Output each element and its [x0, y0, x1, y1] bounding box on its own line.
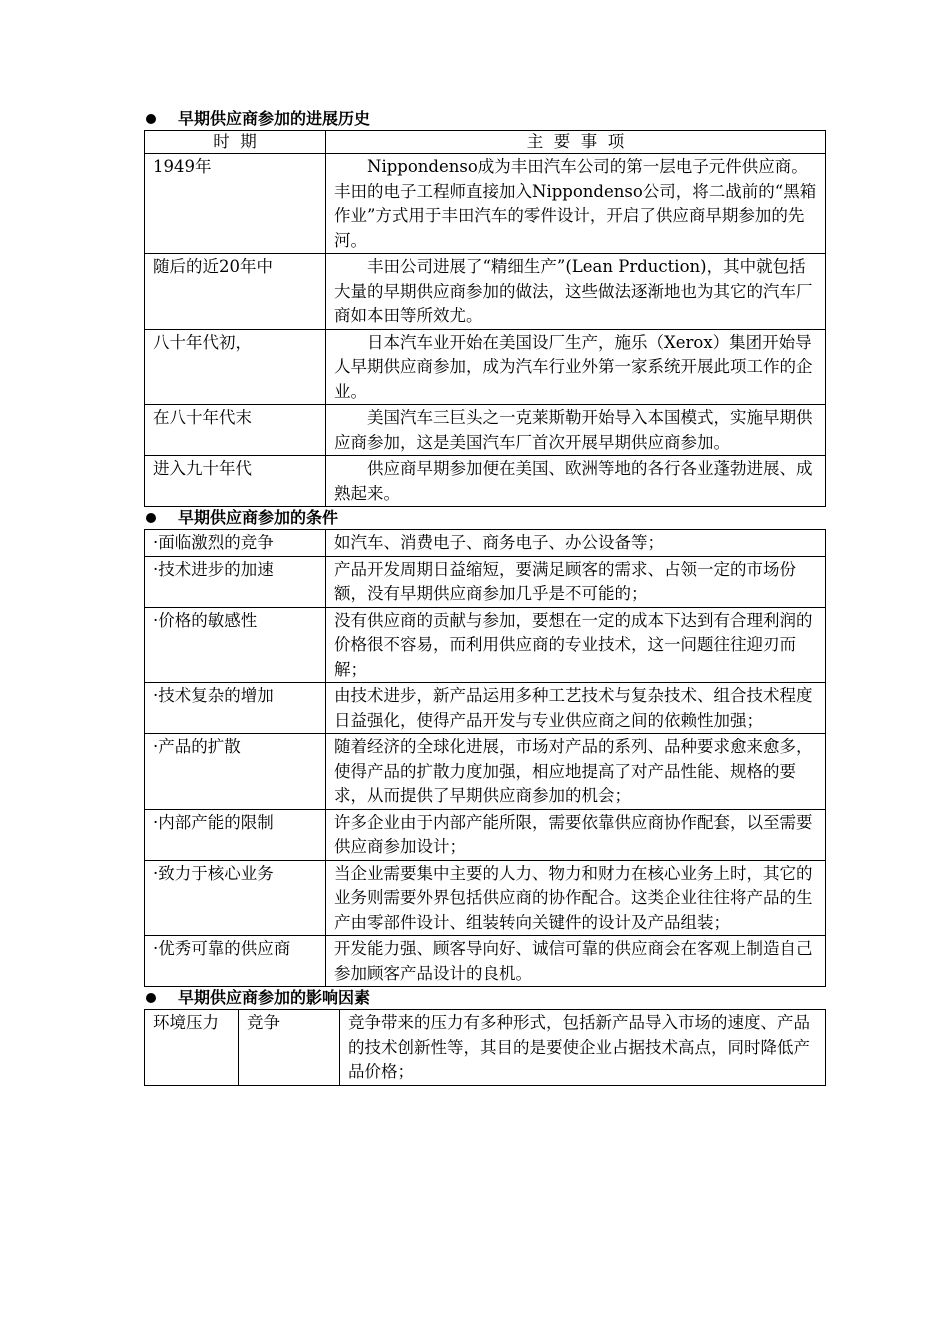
- condition-desc-cell: 如汽车、消费电子、商务电子、办公设备等；: [326, 530, 826, 557]
- table-row: [145, 734, 826, 810]
- table-header-row: [145, 131, 826, 154]
- condition-cell: ·内部产能的限制: [145, 809, 326, 860]
- history-table: [144, 130, 826, 507]
- condition-cell: ·优秀可靠的供应商: [145, 936, 326, 987]
- period-cell: 八十年代初，: [145, 329, 326, 405]
- condition-cell: ·技术进步的加速: [145, 556, 326, 607]
- condition-desc-cell: 许多企业由于内部产能所限，需要依靠供应商协作配套，以至需要供应商参加设计；: [326, 809, 826, 860]
- factor-name-cell: 竞争: [239, 1010, 340, 1086]
- condition-cell: ·价格的敏感性: [145, 607, 326, 683]
- conditions-table: [144, 529, 826, 987]
- condition-desc-cell: 开发能力强、顾客导向好、诚信可靠的供应商会在客观上制造自己参加顾客产品设计的良机。: [326, 936, 826, 987]
- table-row: [145, 254, 826, 330]
- period-cell: 随后的近20年中: [145, 254, 326, 330]
- table-row: [145, 1010, 826, 1086]
- factors-table: [144, 1009, 826, 1086]
- table-row: [145, 860, 826, 936]
- table-row: [145, 936, 826, 987]
- table-row: [145, 456, 826, 507]
- condition-cell: ·致力于核心业务: [145, 860, 326, 936]
- period-cell: 进入九十年代: [145, 456, 326, 507]
- bullet-icon: [146, 993, 156, 1003]
- factor-category-cell: 环境压力: [145, 1010, 239, 1086]
- bullet-icon: [146, 513, 156, 523]
- section-heading-factors: [144, 987, 825, 1009]
- table-row: [145, 607, 826, 683]
- condition-desc-cell: 由技术进步，新产品运用多种工艺技术与复杂技术、组合技术程度日益强化，使得产品开发与专业供应商之间的依赖性加强；: [326, 683, 826, 734]
- event-cell: 美国汽车三巨头之一克莱斯勒开始导入本国模式，实施早期供应商参加，这是美国汽车厂首次开展早期供应商参加。: [326, 405, 826, 456]
- period-cell: 1949年: [145, 154, 326, 254]
- column-header-events: 主 要 事 项: [326, 131, 826, 154]
- condition-cell: ·面临激烈的竞争: [145, 530, 326, 557]
- section-title: 早期供应商参加的进展历史: [178, 109, 371, 128]
- event-cell: 日本汽车业开始在美国设厂生产，施乐（Xerox）集团开始导人早期供应商参加，成为汽车行业外第一家系统开展此项工作的企业。: [326, 329, 826, 405]
- bullet-icon: [146, 114, 156, 124]
- event-cell: 丰田公司进展了“精细生产”(Lean Prduction)，其中就包括大量的早期供应商参加的做法，这些做法逐渐地也为其它的汽车厂商如本田等所效尤。: [326, 254, 826, 330]
- table-row: [145, 683, 826, 734]
- document-page: [144, 108, 825, 1086]
- period-cell: 在八十年代末: [145, 405, 326, 456]
- table-row: [145, 329, 826, 405]
- table-row: [145, 405, 826, 456]
- section-heading-conditions: [144, 507, 825, 529]
- table-row: [145, 154, 826, 254]
- table-row: [145, 530, 826, 557]
- column-header-period: 时 期: [145, 131, 326, 154]
- condition-desc-cell: 没有供应商的贡献与参加，要想在一定的成本下达到有合理利润的价格很不容易，而利用供应商的专业技术，这一问题往往迎刃而解；: [326, 607, 826, 683]
- condition-desc-cell: 产品开发周期日益缩短，要满足顾客的需求、占领一定的市场份额，没有早期供应商参加几乎是不可能的；: [326, 556, 826, 607]
- section-title: 早期供应商参加的影响因素: [178, 988, 371, 1007]
- event-cell: Nippondenso成为丰田汽车公司的第一层电子元件供应商。丰田的电子工程师直接加入Nippondenso公司，将二战前的“黑箱作业”方式用于丰田汽车的零件设计，开启了供应商早期参加的先河。: [326, 154, 826, 254]
- factor-desc-cell: 竞争带来的压力有多种形式，包括新产品导入市场的速度、产品的技术创新性等，其目的是要使企业占据技术高点，同时降低产品价格；: [340, 1010, 826, 1086]
- table-row: [145, 556, 826, 607]
- section-heading-history: [144, 108, 825, 130]
- event-cell: 供应商早期参加便在美国、欧洲等地的各行各业蓬勃进展、成熟起来。: [326, 456, 826, 507]
- condition-desc-cell: 当企业需要集中主要的人力、物力和财力在核心业务上时，其它的业务则需要外界包括供应商的协作配合。这类企业往往将产品的生产由零部件设计、组装转向关键件的设计及产品组装；: [326, 860, 826, 936]
- condition-cell: ·技术复杂的增加: [145, 683, 326, 734]
- condition-cell: ·产品的扩散: [145, 734, 326, 810]
- condition-desc-cell: 随着经济的全球化进展，市场对产品的系列、品种要求愈来愈多，使得产品的扩散力度加强，相应地提高了对产品性能、规格的要求，从而提供了早期供应商参加的机会；: [326, 734, 826, 810]
- section-title: 早期供应商参加的条件: [178, 508, 339, 527]
- table-row: [145, 809, 826, 860]
